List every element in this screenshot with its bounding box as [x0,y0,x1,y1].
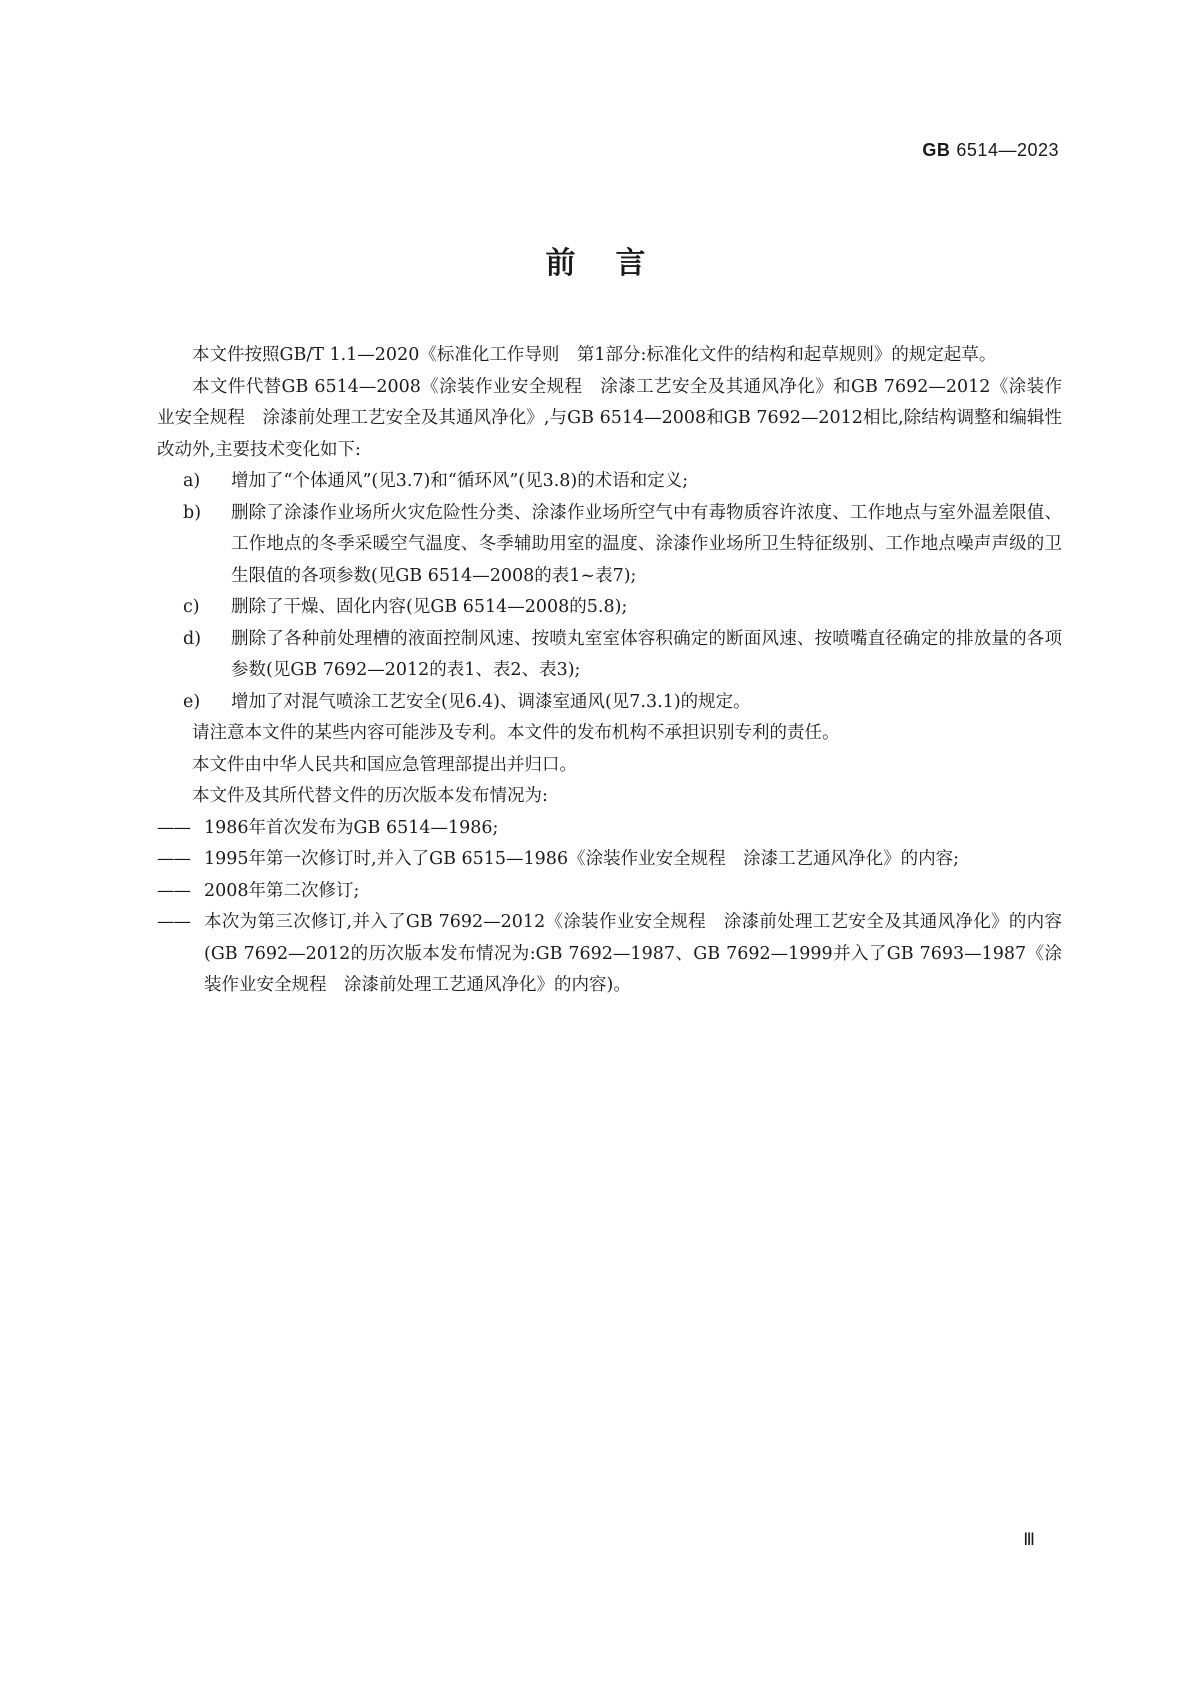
standard-code: 6514—2023 [956,140,1059,160]
history-item [157,907,1062,1002]
list-item [157,624,1062,687]
history-text: 2008年第二次修订; [204,880,360,901]
history-dash: —— [157,912,190,932]
list-item-label: a) [183,471,201,491]
list-item-label: e) [183,691,201,712]
document-body [157,340,1062,1002]
list-item-text: 增加了对混气喷涂工艺安全(见6.4)、调漆室通风(见7.3.1)的规定。 [231,691,751,712]
history-text: 1995年第一次修订时,并入了GB 6515—1986《涂装作业安全规程 涂漆工艺通风净化》的内容; [204,849,959,869]
list-item-text: 删除了涂漆作业场所火灾危险性分类、涂漆作业场所空气中有毒物质容许浓度、工作地点与室外温差限值、工作地点的冬季采暖空气温度、冬季辅助用室的温度、涂漆作业场所卫生特征级别、工作地点噪声声级的卫生限值的各项参数(见GB 6514—2008的表1~表7); [231,502,1062,586]
list-item-text: 删除了各种前处理槽的液面控制风速、按喷丸室室体容积确定的断面风速、按喷嘴直径确定的排放量的各项参数(见GB 7692—2012的表1、表2、表3); [231,628,1062,680]
list-item-text: 删除了干燥、固化内容(见GB 6514—2008的5.8); [231,597,628,617]
list-item [157,592,1062,624]
standard-number [922,140,1059,161]
paragraph-replacement: 本文件代替GB 6514—2008《涂装作业安全规程 涂漆工艺安全及其通风净化》和GB 7692—2012《涂装作业安全规程 涂漆前处理工艺安全及其通风净化》,与GB 6514—2008和GB 7692—2012相比,除结构调整和编辑性改动外,主要技术变化如下: [157,376,1062,460]
history-dash: —— [157,849,190,869]
history-dash: —— [157,880,190,901]
paragraph-proposer: 本文件由中华人民共和国应急管理部提出并归口。 [192,754,577,775]
list-item [157,498,1062,593]
standard-prefix: GB [922,140,951,160]
history-text: 1986年首次发布为GB 6514—1986; [204,817,499,838]
history-item [157,844,1062,876]
paragraph-patent-notice: 请注意本文件的某些内容可能涉及专利。本文件的发布机构不承担识别专利的责任。 [192,723,840,743]
history-item [157,876,1062,908]
list-item [157,687,1062,719]
list-item [157,466,1062,498]
list-item-label: b) [183,502,202,523]
list-item-label: c) [183,597,200,617]
history-dash: —— [157,817,190,838]
page-title: 前言 [545,246,686,281]
paragraph-history-intro: 本文件及其所代替文件的历次版本发布情况为: [192,786,548,806]
history-text: 本次为第三次修订,并入了GB 7692—2012《涂装作业安全规程 涂漆前处理工艺安全及其通风净化》的内容(GB 7692—2012的历次版本发布情况为:GB 7692—1987、GB 7692—1999并入了GB 7693—1987《涂装作业安全规程 涂漆前处理工艺通风净化》的内容)。 [204,912,1062,995]
list-item-text: 增加了“个体通风”(见3.7)和“循环风”(见3.8)的术语和定义; [231,471,689,491]
page-number: Ⅲ [1023,1530,1035,1549]
list-item-label: d) [183,628,202,649]
history-item [157,813,1062,845]
paragraph-drafting-basis: 本文件按照GB/T 1.1—2020《标准化工作导则 第1部分:标准化文件的结构和起草规则》的规定起草。 [192,345,997,365]
